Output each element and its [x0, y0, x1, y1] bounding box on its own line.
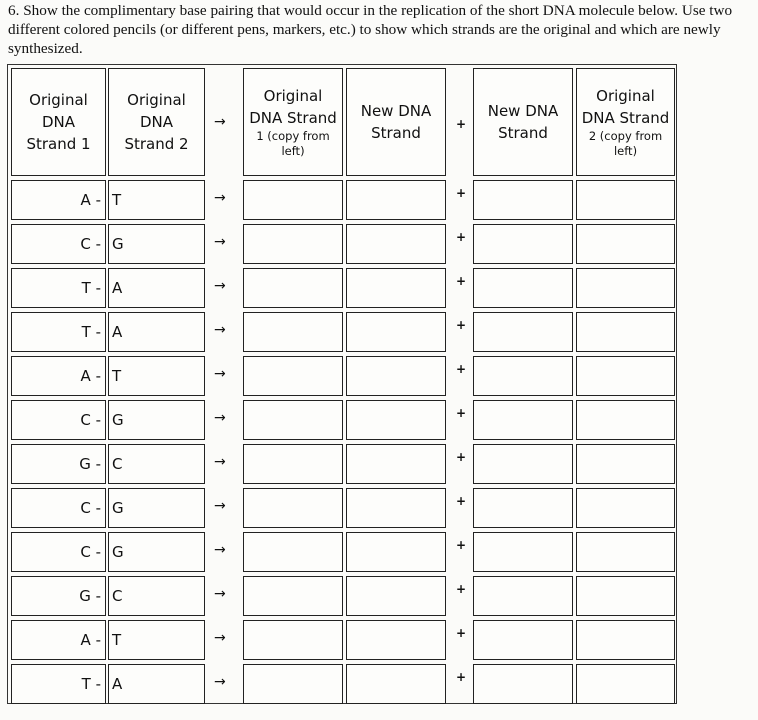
- arrow-icon: →: [214, 498, 226, 514]
- copy-strand-2-answer-box[interactable]: [576, 488, 675, 528]
- base-letter: T -: [81, 323, 101, 341]
- copy-strand-1-answer-box[interactable]: [243, 312, 343, 352]
- copy-strand-1-answer-box[interactable]: [243, 224, 343, 264]
- new-strand-1-answer-box[interactable]: [346, 224, 446, 264]
- plus-icon: +: [456, 274, 467, 288]
- strand-1-cell: [11, 400, 106, 440]
- new-strand-2-answer-box[interactable]: [473, 268, 573, 308]
- header-text: Original: [127, 91, 186, 109]
- new-strand-2-answer-box[interactable]: [473, 312, 573, 352]
- arrow-icon: →: [214, 234, 226, 250]
- base-letter: G: [112, 411, 124, 429]
- header-text: Original: [596, 87, 655, 105]
- new-strand-2-answer-box[interactable]: [473, 400, 573, 440]
- new-strand-2-answer-box[interactable]: [473, 224, 573, 264]
- header-subtext: [249, 129, 337, 159]
- header-text: DNA: [139, 113, 174, 131]
- header-text: Original: [29, 91, 88, 109]
- copy-strand-2-answer-box[interactable]: [576, 180, 675, 220]
- base-letter: C -: [80, 543, 101, 561]
- arrow-icon: →: [214, 410, 226, 426]
- header-subtext: [582, 129, 670, 159]
- base-letter: A: [112, 279, 123, 297]
- arrow-icon: →: [214, 190, 226, 206]
- base-letter: A -: [80, 191, 101, 209]
- strand-1-cell: [11, 620, 106, 660]
- copy-strand-1-answer-box[interactable]: [243, 532, 343, 572]
- arrow-icon: →: [214, 454, 226, 470]
- strand-1-cell: [11, 268, 106, 308]
- base-letter: C -: [80, 499, 101, 517]
- copy-strand-1-answer-box[interactable]: [243, 400, 343, 440]
- base-letter: A -: [80, 631, 101, 649]
- header-text: Strand 1: [26, 135, 91, 153]
- header-text: left): [281, 144, 305, 158]
- strand-1-cell: [11, 312, 106, 352]
- strand-1-cell: [11, 444, 106, 484]
- plus-icon: +: [456, 406, 467, 420]
- copy-strand-1-answer-box[interactable]: [243, 268, 343, 308]
- header-copy-strand-1: [243, 68, 343, 176]
- copy-strand-2-answer-box[interactable]: [576, 312, 675, 352]
- strand-2-cell: [108, 312, 205, 352]
- plus-icon: +: [456, 582, 467, 596]
- new-strand-1-answer-box[interactable]: [346, 532, 446, 572]
- header-arrow: →: [214, 114, 226, 130]
- strand-1-cell: [11, 180, 106, 220]
- strand-2-cell: [108, 664, 205, 704]
- new-strand-1-answer-box[interactable]: [346, 620, 446, 660]
- strand-1-cell: [11, 488, 106, 528]
- copy-strand-1-answer-box[interactable]: [243, 356, 343, 396]
- base-letter: A: [112, 323, 123, 341]
- header-text: DNA Strand: [581, 109, 670, 127]
- header-text: Strand 2: [124, 135, 189, 153]
- base-letter: T -: [81, 279, 101, 297]
- copy-strand-1-answer-box[interactable]: [243, 576, 343, 616]
- new-strand-2-answer-box[interactable]: [473, 576, 573, 616]
- base-letter: G: [112, 235, 124, 253]
- base-letter: T -: [81, 675, 101, 693]
- base-letter: T: [112, 191, 122, 209]
- copy-strand-2-answer-box[interactable]: [576, 444, 675, 484]
- header-text: New DNA: [360, 102, 432, 120]
- base-letter: A -: [80, 367, 101, 385]
- header-text: 2 (copy from: [588, 129, 663, 143]
- plus-icon: +: [456, 670, 467, 684]
- new-strand-2-answer-box[interactable]: [473, 488, 573, 528]
- header-new-strand-2: [473, 68, 573, 176]
- strand-2-cell: [108, 444, 205, 484]
- arrow-icon: →: [214, 630, 226, 646]
- header-original-strand-2: [108, 68, 205, 176]
- strand-2-cell: [108, 180, 205, 220]
- base-letter: G -: [79, 455, 101, 473]
- base-letter: C -: [80, 235, 101, 253]
- strand-2-cell: [108, 356, 205, 396]
- header-plus: +: [456, 117, 467, 131]
- strand-2-cell: [108, 532, 205, 572]
- plus-icon: +: [456, 538, 467, 552]
- plus-icon: +: [456, 362, 467, 376]
- new-strand-2-answer-box[interactable]: [473, 532, 573, 572]
- new-strand-2-answer-box[interactable]: [473, 180, 573, 220]
- strand-2-cell: [108, 400, 205, 440]
- header-text: DNA Strand: [249, 109, 337, 127]
- arrow-icon: →: [214, 366, 226, 382]
- copy-strand-2-answer-box[interactable]: [576, 576, 675, 616]
- new-strand-2-answer-box[interactable]: [473, 444, 573, 484]
- new-strand-1-answer-box[interactable]: [346, 356, 446, 396]
- header-text: Strand: [498, 124, 548, 142]
- base-letter: C: [112, 587, 123, 605]
- base-letter: C -: [80, 411, 101, 429]
- strand-1-cell: [11, 532, 106, 572]
- strand-1-cell: [11, 224, 106, 264]
- new-strand-2-answer-box[interactable]: [473, 620, 573, 660]
- header-text: Strand: [371, 124, 421, 142]
- base-letter: A: [112, 675, 123, 693]
- plus-icon: +: [456, 494, 467, 508]
- base-letter: G -: [79, 587, 101, 605]
- base-letter: C: [112, 455, 123, 473]
- base-letter: G: [112, 499, 124, 517]
- plus-icon: +: [456, 318, 467, 332]
- plus-icon: +: [456, 186, 467, 200]
- copy-strand-2-answer-box[interactable]: [576, 268, 675, 308]
- arrow-icon: →: [214, 542, 226, 558]
- copy-strand-1-answer-box[interactable]: [243, 444, 343, 484]
- strand-1-cell: [11, 664, 106, 704]
- arrow-icon: →: [214, 322, 226, 338]
- new-strand-1-answer-box[interactable]: [346, 268, 446, 308]
- plus-icon: +: [456, 626, 467, 640]
- strand-2-cell: [108, 576, 205, 616]
- base-letter: T: [112, 367, 122, 385]
- copy-strand-1-answer-box[interactable]: [243, 180, 343, 220]
- strand-2-cell: [108, 488, 205, 528]
- header-text: DNA: [41, 113, 76, 131]
- new-strand-1-answer-box[interactable]: [346, 444, 446, 484]
- header-text: 1 (copy from: [256, 129, 330, 143]
- plus-icon: +: [456, 450, 467, 464]
- plus-icon: +: [456, 230, 467, 244]
- strand-2-cell: [108, 620, 205, 660]
- copy-strand-2-answer-box[interactable]: [576, 620, 675, 660]
- new-strand-1-answer-box[interactable]: [346, 400, 446, 440]
- new-strand-1-answer-box[interactable]: [346, 180, 446, 220]
- strand-2-cell: [108, 224, 205, 264]
- new-strand-2-answer-box[interactable]: [473, 664, 573, 704]
- copy-strand-1-answer-box[interactable]: [243, 488, 343, 528]
- copy-strand-2-answer-box[interactable]: [576, 400, 675, 440]
- base-letter: G: [112, 543, 124, 561]
- header-original-strand-1: [11, 68, 106, 176]
- copy-strand-1-answer-box[interactable]: [243, 620, 343, 660]
- instructions: 6. Show the complimentary base pairing that would occur in the replication of the short DNA molecule below. Use two different colored pencils (or different pens, markers, etc.) to show which strands are the original and which are newly synthesized.: [8, 2, 733, 57]
- arrow-icon: →: [214, 586, 226, 602]
- arrow-icon: →: [214, 674, 226, 690]
- new-strand-1-answer-box[interactable]: [346, 312, 446, 352]
- new-strand-1-answer-box[interactable]: [346, 488, 446, 528]
- copy-strand-1-answer-box[interactable]: [243, 664, 343, 704]
- copy-strand-2-answer-box[interactable]: [576, 532, 675, 572]
- strand-1-cell: [11, 356, 106, 396]
- new-strand-1-answer-box[interactable]: [346, 664, 446, 704]
- new-strand-2-answer-box[interactable]: [473, 356, 573, 396]
- strand-2-cell: [108, 268, 205, 308]
- copy-strand-2-answer-box[interactable]: [576, 224, 675, 264]
- copy-strand-2-answer-box[interactable]: [576, 356, 675, 396]
- copy-strand-2-answer-box[interactable]: [576, 664, 675, 704]
- header-text: New DNA: [487, 102, 559, 120]
- strand-1-cell: [11, 576, 106, 616]
- new-strand-1-answer-box[interactable]: [346, 576, 446, 616]
- header-text: left): [613, 144, 638, 158]
- header-new-strand-1: [346, 68, 446, 176]
- header-copy-strand-2: [576, 68, 675, 176]
- header-text: Original: [263, 87, 323, 105]
- arrow-icon: →: [214, 278, 226, 294]
- base-letter: T: [112, 631, 122, 649]
